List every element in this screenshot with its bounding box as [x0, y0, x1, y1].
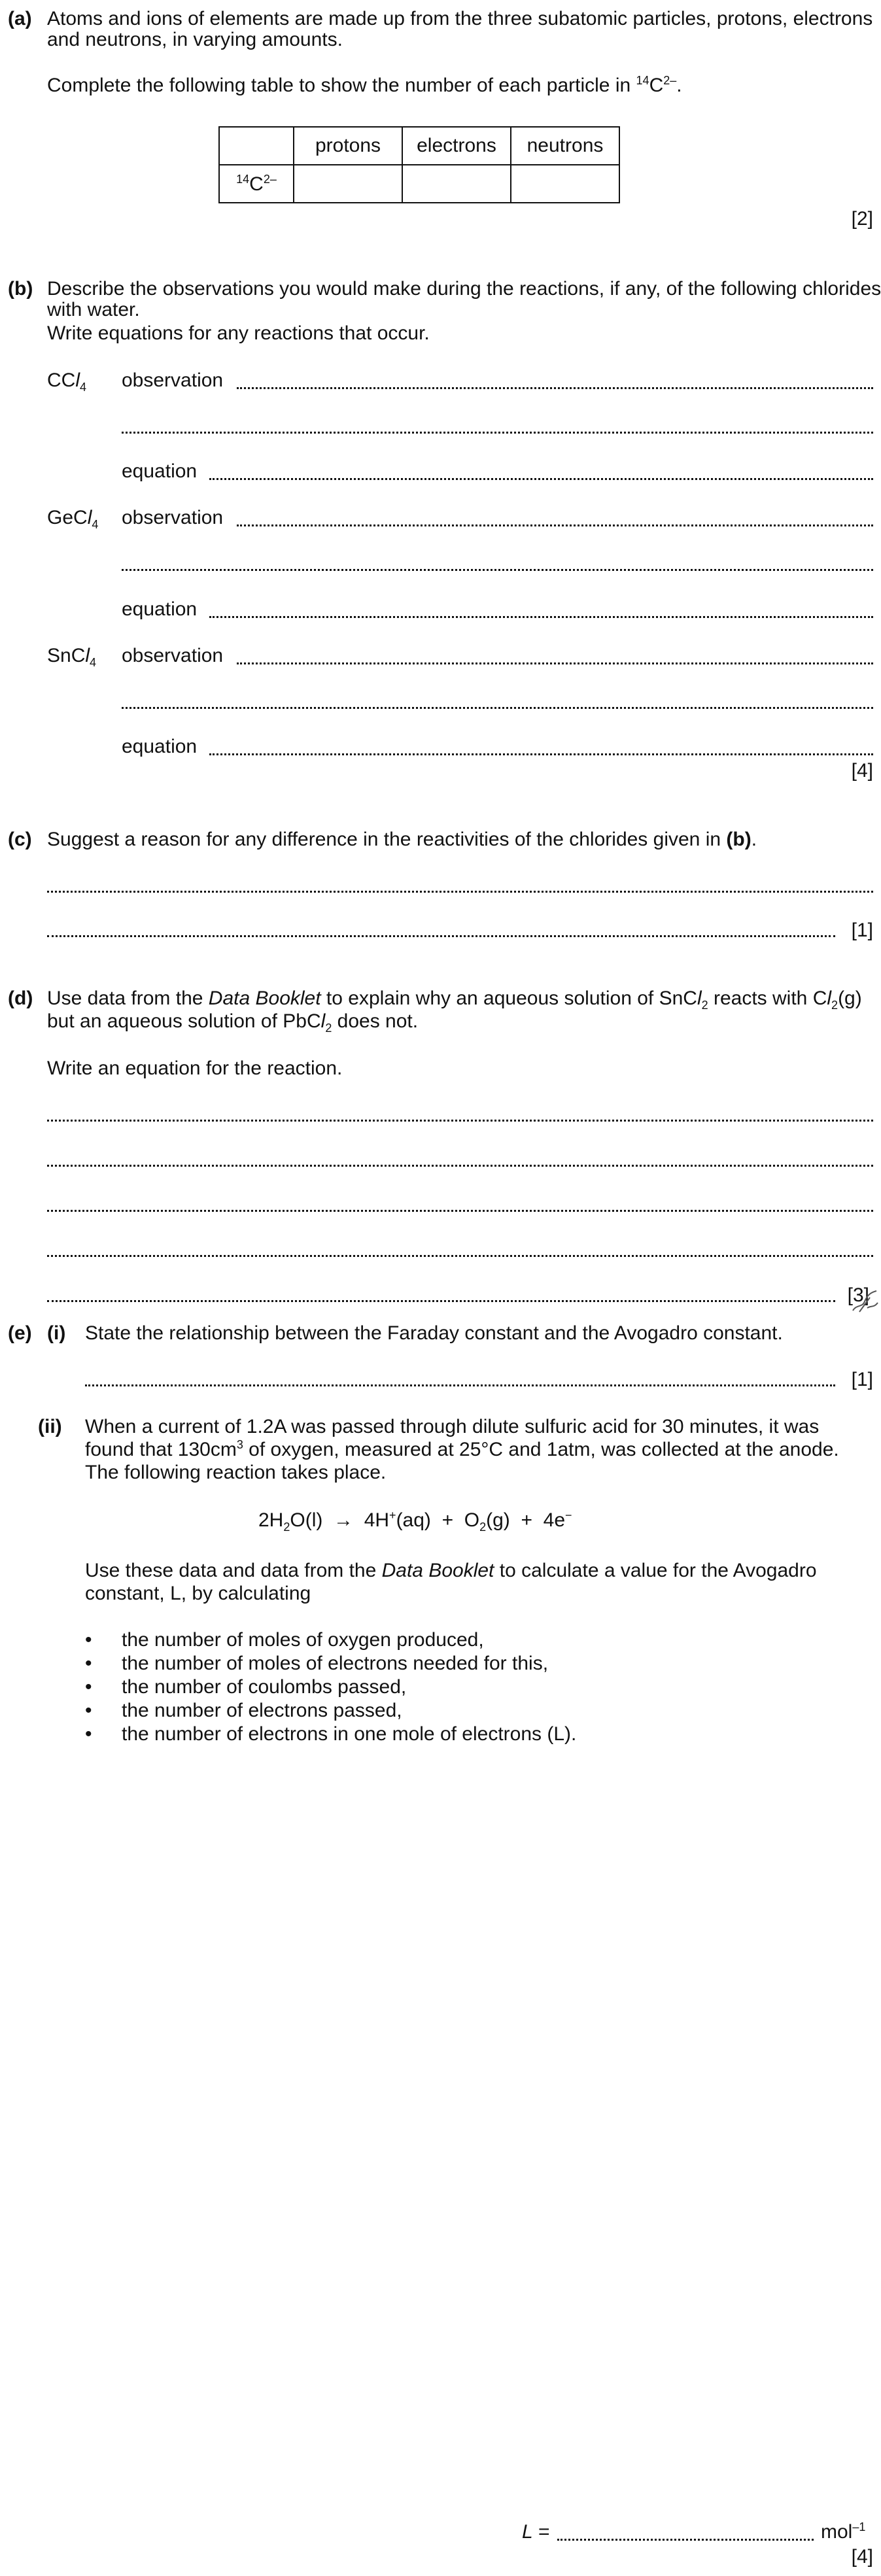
list-item: • the number of electrons passed,: [85, 1700, 402, 1721]
part-e-i-marks: [1]: [851, 1369, 873, 1390]
part-e-ii-label: (ii): [38, 1416, 62, 1437]
part-a-instruction: Complete the following table to show the number of each particle in $^{14}C^{2-}$.: [47, 74, 682, 96]
particle-table: [218, 126, 620, 203]
part-d-answer-line-5[interactable]: [47, 1300, 835, 1302]
sncl4-observation-label: observation: [122, 645, 224, 666]
part-e-i-label: (i): [47, 1322, 66, 1344]
cell-neutrons-answer[interactable]: [511, 165, 619, 203]
gecl4-observation-line-2[interactable]: [122, 569, 873, 571]
list-item: • the number of coulombs passed,: [85, 1676, 407, 1698]
part-a-line2: and neutrons, in varying amounts.: [47, 29, 343, 50]
part-c-answer-line-2[interactable]: [47, 935, 835, 937]
gecl4-observation-line-1[interactable]: [237, 524, 873, 526]
header-protons: protons: [294, 127, 402, 165]
part-b-label: (b): [8, 278, 33, 300]
part-b-line2: with water.: [47, 299, 140, 320]
header-electrons: electrons: [402, 127, 511, 165]
sncl4-observation-line-1[interactable]: [237, 662, 873, 664]
part-b-line3: Write equations for any reactions that occur.: [47, 322, 430, 344]
gecl4-equation-line[interactable]: [209, 616, 873, 618]
part-d-answer-line-4[interactable]: [47, 1255, 873, 1257]
avogadro-answer-unit: mol$^{-1}$: [821, 2520, 866, 2543]
list-item: • the number of moles of oxygen produced,: [85, 1629, 484, 1651]
part-e-ii-use-line1: Use these data and data from the Data Booklet to calculate a value for the Avogadro: [85, 1560, 817, 1581]
sncl4-observation-line-2[interactable]: [122, 707, 873, 709]
avogadro-answer-label: L =: [522, 2521, 550, 2543]
sncl4-equation-label: equation: [122, 736, 198, 757]
part-d-answer-line-1[interactable]: [47, 1120, 873, 1122]
list-item: • the number of moles of electrons needed for this,: [85, 1653, 549, 1674]
part-d-write-eq: Write an equation for the reaction.: [47, 1057, 343, 1079]
avogadro-answer-line[interactable]: [557, 2539, 814, 2541]
pen-scribble-mark: [850, 1288, 880, 1314]
part-d-answer-line-3[interactable]: [47, 1210, 873, 1212]
part-e-label: (e): [8, 1322, 32, 1344]
list-item: • the number of electrons in one mole of electrons (L).: [85, 1723, 577, 1745]
part-e-ii-line2: found that $130cm^3$ of oxygen, measured at 25°C and 1atm, was collected at the anode.: [85, 1438, 839, 1460]
part-e-ii-line3: The following reaction takes place.: [85, 1462, 387, 1483]
part-a-line1: Atoms and ions of elements are made up from the three subatomic particles, protons, electrons: [47, 8, 873, 29]
cell-protons-answer[interactable]: [294, 165, 402, 203]
chloride-gecl4: GeCl$_4$: [47, 507, 99, 531]
part-d-marks: [3]: [847, 1284, 869, 1306]
ccl4-observation-line-1[interactable]: [237, 387, 873, 389]
part-e-i-answer-line[interactable]: [85, 1384, 835, 1386]
part-c-label: (c): [8, 829, 32, 850]
calculation-steps-list: [85, 1628, 576, 1746]
ccl4-observation-line-2[interactable]: [122, 432, 873, 434]
part-d-line2: but an aqueous solution of PbCl$_2$ does not.: [47, 1010, 419, 1035]
part-b-marks: [4]: [851, 760, 873, 781]
part-d-answer-line-2[interactable]: [47, 1165, 873, 1167]
ccl4-equation-label: equation: [122, 460, 198, 482]
part-a-label: (a): [8, 8, 32, 29]
gecl4-equation-label: equation: [122, 598, 198, 620]
part-b-line1: Describe the observations you would make during the reactions, if any, of the following chlorides: [47, 278, 881, 300]
table-corner-cell: [219, 127, 294, 165]
ccl4-equation-line[interactable]: [209, 478, 873, 480]
header-neutrons: neutrons: [511, 127, 619, 165]
part-e-i-text: State the relationship between the Faraday constant and the Avogadro constant.: [85, 1322, 783, 1344]
sncl4-equation-line[interactable]: [209, 753, 873, 755]
gecl4-observation-label: observation: [122, 507, 224, 528]
ccl4-observation-label: observation: [122, 369, 224, 391]
chloride-ccl4: CCl$_4$: [47, 369, 87, 394]
reaction-equation: $2H_2O(l) \to 4H^+(aq) + O_2(g) + 4e^-$: [258, 1509, 572, 1534]
part-c-text: Suggest a reason for any difference in the reactivities of the chlorides given in (b).: [47, 829, 757, 850]
part-c-answer-line-1[interactable]: [47, 891, 873, 893]
part-d-line1: Use data from the Data Booklet to explain why an aqueous solution of SnCl$_2$ reacts with $Cl_2(g)$: [47, 987, 862, 1012]
part-c-marks: [1]: [851, 919, 873, 941]
chloride-sncl4: SnCl$_4$: [47, 645, 97, 669]
part-e-ii-use-line2: constant, L, by calculating: [85, 1583, 311, 1604]
part-d-label: (d): [8, 987, 33, 1009]
part-a-marks: [2]: [851, 208, 873, 230]
part-e-ii-marks: [4]: [851, 2546, 873, 2567]
row-species-label: $^{14}C^{2-}$: [219, 165, 294, 203]
part-e-ii-line1: When a current of 1.2A was passed through dilute sulfuric acid for 30 minutes, it was: [85, 1416, 820, 1437]
cell-electrons-answer[interactable]: [402, 165, 511, 203]
